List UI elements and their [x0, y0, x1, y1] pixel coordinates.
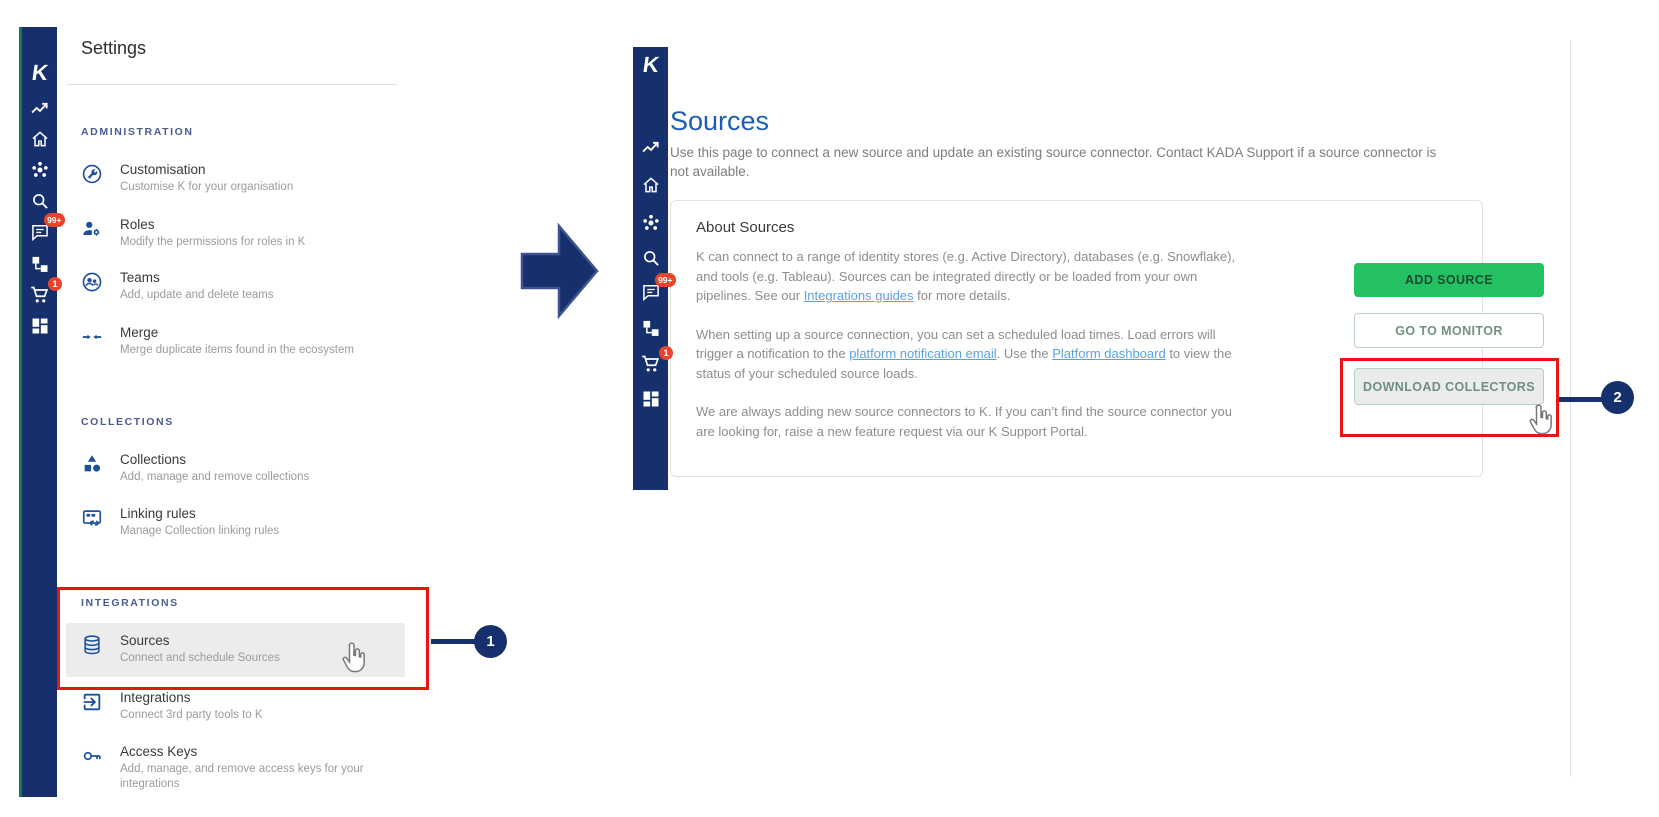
annotation-step-badge-1: 1 — [474, 625, 507, 658]
card-paragraph-3 — [696, 402, 1254, 441]
annotation-connector-1 — [431, 639, 475, 644]
download-collectors-button[interactable]: DOWNLOAD COLLECTORS — [1354, 368, 1544, 405]
app-logo[interactable] — [633, 54, 668, 76]
cart-notification-badge: 1 — [659, 346, 673, 360]
integrations-guides-link[interactable]: Integrations guides — [803, 288, 914, 303]
trending-up-icon[interactable] — [633, 137, 668, 157]
cart-icon[interactable] — [633, 347, 669, 374]
item-desc: Customise K for your organisation — [120, 181, 294, 193]
section-header-collections: COLLECTIONS — [81, 416, 174, 428]
go-to-monitor-button[interactable]: GO TO MONITOR — [1354, 313, 1544, 348]
item-label: Customisation — [120, 162, 206, 177]
chat-icon[interactable] — [22, 214, 62, 242]
item-label: Sources — [120, 633, 170, 648]
hand-cursor-sources — [338, 642, 367, 679]
card-paragraph-1 — [696, 247, 1254, 306]
settings-item-linking-rules[interactable] — [67, 506, 407, 539]
left-app-sidebar — [19, 27, 62, 797]
linking-rules-icon — [81, 506, 105, 539]
item-label: Merge — [120, 325, 159, 340]
item-label: Access Keys — [120, 744, 198, 759]
settings-item-collections[interactable] — [67, 452, 407, 485]
annotation-step-badge-2: 2 — [1601, 381, 1634, 414]
flow-arrow — [520, 223, 600, 324]
chat-notification-badge: 99+ — [44, 213, 65, 227]
settings-item-customisation[interactable] — [67, 162, 407, 195]
trending-up-icon[interactable] — [22, 98, 57, 118]
teams-icon — [81, 270, 105, 303]
item-desc: Connect and schedule Sources — [120, 652, 280, 664]
item-label: Collections — [120, 452, 187, 467]
window-edge-line — [1570, 40, 1571, 777]
cluster-icon[interactable] — [22, 160, 57, 180]
k-logo: K — [640, 52, 661, 77]
settings-item-roles[interactable] — [67, 217, 407, 250]
dashboard-icon[interactable] — [22, 316, 57, 336]
item-desc: Merge duplicate items found in the ecosystem — [120, 344, 354, 356]
platform-notification-email-link[interactable]: platform notification email — [849, 346, 997, 361]
right-app-sidebar — [633, 47, 673, 490]
card-paragraph-2 — [696, 325, 1254, 384]
title-divider — [67, 84, 397, 85]
integrations-icon — [81, 690, 105, 723]
item-desc: Add, manage and remove collections — [120, 471, 310, 483]
add-source-button[interactable]: ADD SOURCE — [1354, 263, 1544, 297]
paragraph-text: We are always adding new source connectors to K. If you can’t find the source connector you are looking for, raise a new feature request via our K Support Portal. — [696, 404, 1232, 439]
settings-item-access-keys[interactable] — [67, 744, 407, 792]
paragraph-text: K can connect to a range of identity stores (e.g. Active Directory), databases (e.g. Snowflake), and tools (e.g. Tableau). Sources can be integrated directly or be loaded from your own pipelines. See our — [696, 249, 1236, 303]
search-icon[interactable] — [22, 191, 57, 211]
collections-icon — [81, 452, 105, 485]
paragraph-text: . Use the — [996, 346, 1053, 361]
sources-page-title: Sources — [670, 106, 770, 136]
search-icon[interactable] — [633, 248, 668, 268]
settings-item-merge[interactable] — [67, 325, 407, 358]
card-body — [696, 247, 1254, 460]
merge-icon — [81, 325, 105, 358]
item-desc: Modify the permissions for roles in K — [120, 236, 306, 248]
settings-item-integrations[interactable] — [67, 690, 407, 723]
chat-icon[interactable] — [633, 274, 673, 302]
sources-page-description: Use this page to connect a new source and update an existing source connector. Contact KADA Support if a source connector is not available. — [670, 145, 1437, 179]
roles-icon — [81, 217, 105, 250]
home-icon[interactable] — [22, 129, 57, 149]
item-label: Linking rules — [120, 506, 196, 521]
item-desc: Add, update and delete teams — [120, 289, 274, 301]
hierarchy-icon[interactable] — [22, 254, 57, 274]
paragraph-text: for more details. — [913, 288, 1011, 303]
home-icon[interactable] — [633, 175, 668, 195]
annotation-connector-2 — [1559, 397, 1602, 402]
hand-cursor-download — [1525, 404, 1554, 441]
settings-item-teams[interactable] — [67, 270, 407, 303]
platform-dashboard-link[interactable]: Platform dashboard — [1052, 346, 1166, 361]
item-label: Integrations — [120, 690, 191, 705]
item-label: Roles — [120, 217, 155, 232]
annotation-box-1 — [57, 587, 429, 690]
chat-notification-badge: 99+ — [655, 273, 676, 287]
card-title: About Sources — [696, 219, 795, 236]
cart-icon[interactable] — [22, 278, 58, 305]
item-desc: Connect 3rd party tools to K — [120, 709, 263, 721]
k-logo: K — [29, 60, 50, 85]
app-logo[interactable] — [22, 62, 57, 84]
item-desc: Add, manage, and remove access keys for your integrations — [120, 763, 364, 790]
dashboard-icon[interactable] — [633, 389, 668, 409]
item-label: Teams — [120, 270, 160, 285]
customisation-icon — [81, 162, 105, 195]
key-icon — [81, 744, 105, 792]
section-header-integrations: INTEGRATIONS — [81, 597, 179, 609]
cluster-icon[interactable] — [633, 213, 668, 233]
hierarchy-icon[interactable] — [633, 318, 668, 338]
cart-notification-badge: 1 — [48, 277, 62, 291]
paragraph-text: to view the status of your scheduled source loads. — [696, 346, 1232, 381]
settings-page-title: Settings — [81, 38, 147, 58]
paragraph-text: When setting up a source connection, you can set a scheduled load times. Load errors will trigger a notification to the — [696, 326, 1216, 361]
item-desc: Manage Collection linking rules — [120, 525, 280, 537]
section-header-administration: ADMINISTRATION — [81, 126, 194, 138]
